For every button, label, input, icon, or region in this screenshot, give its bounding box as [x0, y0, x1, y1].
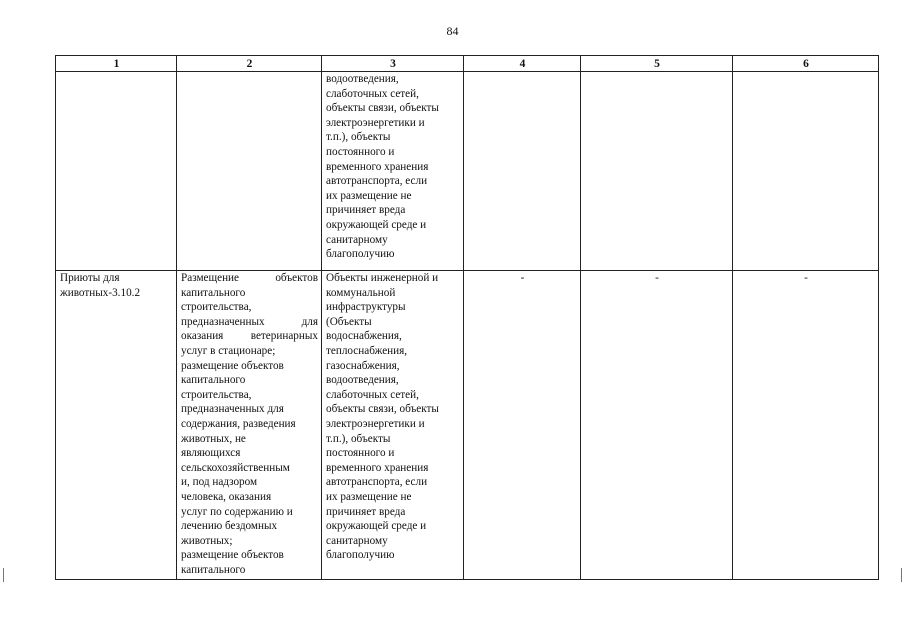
table-row-continuation [56, 72, 879, 271]
cell-col5: - [581, 271, 733, 580]
regulation-table [55, 55, 879, 580]
table-header-row [56, 56, 879, 72]
column-header-6: 6 [733, 56, 879, 72]
cell-description: Размещение объектов капитального строительства, предназначенных для оказания ветеринарных услуг в стационаре; размещение объектов капитального строительства, предназначенных для содержания, разведения животных, не являющихся сельскохозяйственным и, под надзором человека, оказания услуг по содержанию и лечению бездомных животных; размещение объектов капитального [177, 271, 322, 580]
cell-col6: - [733, 271, 879, 580]
cell-description [177, 72, 322, 271]
page-number: 84 [446, 24, 459, 38]
cell-use-type [56, 72, 177, 271]
cell-use-type: Приюты для животных-3.10.2 [56, 271, 177, 580]
cell-col6 [733, 72, 879, 271]
cell-auxiliary-objects: Объекты инженерной и коммунальной инфраструктуры (Объекты водоснабжения, теплоснабжения, газоснабжения, водоотведения, слаботочных сетей, объекты связи, объекты электроэнергетики и т.п.), объекты постоянного и временного хранения автотранспорта, если их размещение не причиняет вреда окружающей среде и санитарному благополучию [322, 271, 464, 580]
cell-col5 [581, 72, 733, 271]
cell-col4: - [464, 271, 581, 580]
column-header-4: 4 [464, 56, 581, 72]
right-edge-mark [901, 568, 902, 582]
column-header-3: 3 [322, 56, 464, 72]
cell-auxiliary-objects: водоотведения, слаботочных сетей, объекты связи, объекты электроэнергетики и т.п.), объекты постоянного и временного хранения автотранспорта, если их размещение не причиняет вреда окружающей среде и санитарному благополучию [322, 72, 464, 271]
column-header-1: 1 [56, 56, 177, 72]
table-row-animal-shelters [56, 271, 879, 580]
cell-col4 [464, 72, 581, 271]
left-edge-mark [3, 568, 4, 582]
column-header-5: 5 [581, 56, 733, 72]
column-header-2: 2 [177, 56, 322, 72]
